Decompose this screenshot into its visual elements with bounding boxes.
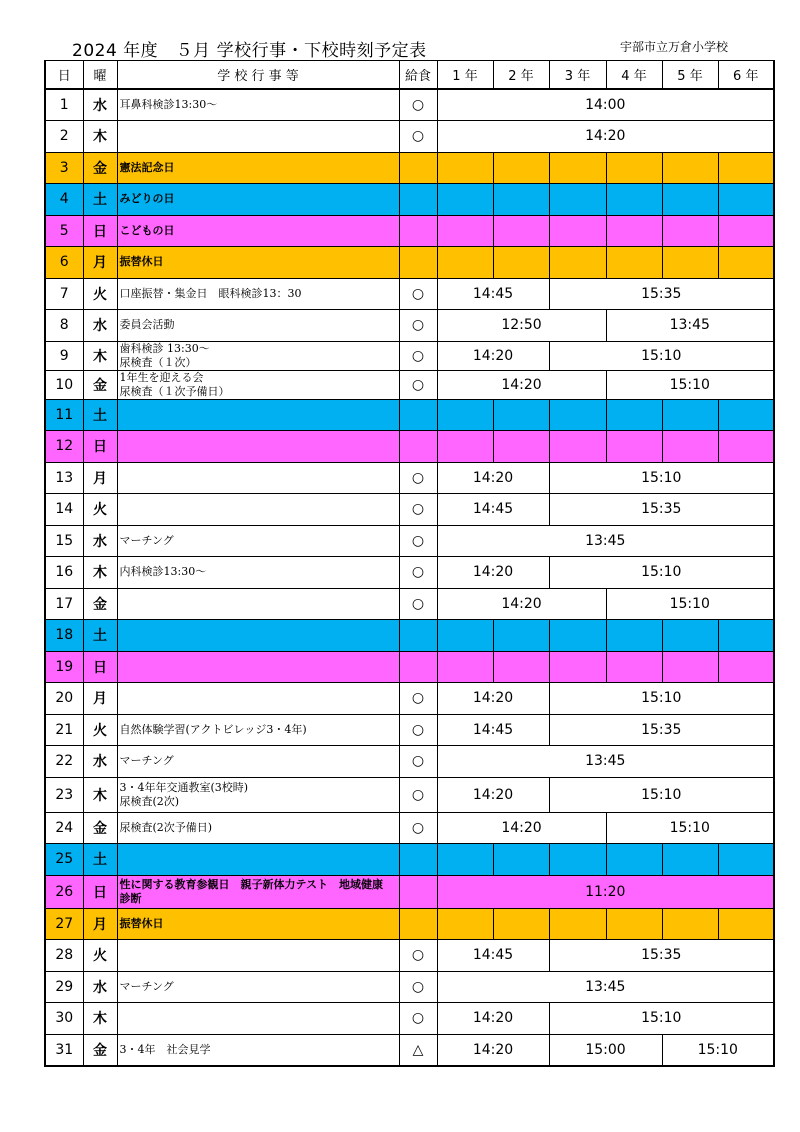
event-line: 振替休日 xyxy=(119,255,164,269)
empty-grade-cell xyxy=(662,908,718,940)
empty-grade-cell xyxy=(606,651,662,683)
dismissal-time-cell: 14:45 xyxy=(437,714,549,746)
col-header-grade-2: 2 年 xyxy=(493,61,549,90)
event-line: 自然体験学習(アクトビレッジ3・4年) xyxy=(119,722,307,736)
weekday-cell: 木 xyxy=(83,121,117,153)
meal-cell: △ xyxy=(399,1034,437,1066)
empty-grade-cell xyxy=(606,431,662,463)
col-header-grade-6: 6 年 xyxy=(718,61,774,90)
weekday-cell: 木 xyxy=(83,777,117,812)
meal-cell xyxy=(399,875,437,908)
meal-cell xyxy=(399,844,437,876)
page-title: 2024 年度 ５月 学校行事・下校時刻予定表 xyxy=(72,41,427,61)
empty-grade-cell xyxy=(549,215,606,247)
dismissal-time-cell: 15:10 xyxy=(549,341,774,370)
table-row xyxy=(45,1034,774,1066)
day-cell: 25 xyxy=(45,844,83,876)
col-header-day: 日 xyxy=(45,61,83,90)
weekday-cell: 土 xyxy=(83,844,117,876)
table-row xyxy=(45,844,774,876)
dismissal-time-cell: 15:10 xyxy=(549,557,774,589)
empty-grade-cell xyxy=(493,651,549,683)
dismissal-time-cell: 14:20 xyxy=(437,462,549,494)
empty-grade-cell xyxy=(437,184,493,216)
dismissal-time-cell: 14:20 xyxy=(437,588,606,620)
empty-grade-cell xyxy=(493,215,549,247)
empty-grade-cell xyxy=(493,399,549,431)
weekday-cell: 水 xyxy=(83,310,117,342)
weekday-cell: 火 xyxy=(83,940,117,972)
weekday-cell: 水 xyxy=(83,971,117,1003)
table-row xyxy=(45,341,774,370)
day-cell: 1 xyxy=(45,89,83,121)
event-line: 尿検査（１次） xyxy=(119,355,197,369)
empty-grade-cell xyxy=(662,184,718,216)
event-line: 委員会活動 xyxy=(119,318,175,332)
dismissal-time-cell: 15:10 xyxy=(549,1003,774,1035)
empty-grade-cell xyxy=(606,908,662,940)
day-cell: 23 xyxy=(45,777,83,812)
event-cell xyxy=(117,746,399,778)
col-header-grade-3: 3 年 xyxy=(549,61,606,90)
dismissal-time-cell: 14:20 xyxy=(437,341,549,370)
weekday-cell: 金 xyxy=(83,1034,117,1066)
dismissal-time-cell: 15:35 xyxy=(549,278,774,310)
dismissal-time-cell: 13:45 xyxy=(437,971,774,1003)
weekday-cell: 火 xyxy=(83,494,117,526)
empty-grade-cell xyxy=(718,620,774,652)
event-line: 1年生を迎える会 xyxy=(119,370,204,384)
day-cell: 17 xyxy=(45,588,83,620)
meal-cell xyxy=(399,184,437,216)
dismissal-time-cell: 15:35 xyxy=(549,714,774,746)
table-row xyxy=(45,971,774,1003)
day-cell: 24 xyxy=(45,812,83,844)
col-header-grade-1: 1 年 xyxy=(437,61,493,90)
event-cell xyxy=(117,278,399,310)
meal-cell xyxy=(399,247,437,279)
event-line: 診断 xyxy=(119,891,142,905)
empty-grade-cell xyxy=(437,247,493,279)
dismissal-time-cell: 14:20 xyxy=(437,121,774,153)
empty-grade-cell xyxy=(549,908,606,940)
weekday-cell: 日 xyxy=(83,651,117,683)
table-row xyxy=(45,1003,774,1035)
day-cell: 14 xyxy=(45,494,83,526)
weekday-cell: 木 xyxy=(83,557,117,589)
day-cell: 9 xyxy=(45,341,83,370)
dismissal-time-cell: 14:20 xyxy=(437,777,549,812)
weekday-cell: 水 xyxy=(83,525,117,557)
event-cell xyxy=(117,525,399,557)
empty-grade-cell xyxy=(437,620,493,652)
school-name: 宇部市立万倉小学校 xyxy=(620,40,729,54)
dismissal-time-cell: 15:10 xyxy=(606,370,774,399)
empty-grade-cell xyxy=(493,844,549,876)
day-cell: 15 xyxy=(45,525,83,557)
meal-cell xyxy=(399,152,437,184)
empty-grade-cell xyxy=(718,651,774,683)
dismissal-time-cell: 15:10 xyxy=(549,462,774,494)
event-line: みどりの日 xyxy=(119,192,175,206)
empty-grade-cell xyxy=(606,399,662,431)
table-row xyxy=(45,399,774,431)
day-cell: 18 xyxy=(45,620,83,652)
weekday-cell: 木 xyxy=(83,341,117,370)
meal-cell xyxy=(399,431,437,463)
empty-grade-cell xyxy=(718,184,774,216)
weekday-cell: 火 xyxy=(83,714,117,746)
meal-cell xyxy=(399,215,437,247)
empty-grade-cell xyxy=(662,215,718,247)
meal-cell: ○ xyxy=(399,940,437,972)
event-cell xyxy=(117,940,399,972)
event-line: 歯科検診 13:30〜 xyxy=(119,341,210,355)
col-header-weekday: 曜 xyxy=(83,61,117,90)
event-cell xyxy=(117,1034,399,1066)
day-cell: 6 xyxy=(45,247,83,279)
empty-grade-cell xyxy=(437,215,493,247)
dismissal-time-cell: 15:35 xyxy=(549,494,774,526)
col-header-grade-5: 5 年 xyxy=(662,61,718,90)
table-row xyxy=(45,462,774,494)
weekday-cell: 土 xyxy=(83,399,117,431)
dismissal-time-cell: 15:10 xyxy=(549,683,774,715)
empty-grade-cell xyxy=(493,431,549,463)
event-cell xyxy=(117,431,399,463)
day-cell: 19 xyxy=(45,651,83,683)
table-row xyxy=(45,152,774,184)
meal-cell: ○ xyxy=(399,557,437,589)
weekday-cell: 月 xyxy=(83,683,117,715)
empty-grade-cell xyxy=(549,399,606,431)
event-cell xyxy=(117,310,399,342)
weekday-cell: 日 xyxy=(83,875,117,908)
event-cell xyxy=(117,89,399,121)
empty-grade-cell xyxy=(549,620,606,652)
table-row xyxy=(45,683,774,715)
empty-grade-cell xyxy=(437,844,493,876)
empty-grade-cell xyxy=(437,431,493,463)
event-line: 憲法記念日 xyxy=(119,160,175,174)
empty-grade-cell xyxy=(662,399,718,431)
empty-grade-cell xyxy=(606,844,662,876)
dismissal-time-cell: 15:10 xyxy=(549,777,774,812)
dismissal-time-cell: 15:10 xyxy=(606,588,774,620)
weekday-cell: 日 xyxy=(83,431,117,463)
weekday-cell: 金 xyxy=(83,588,117,620)
day-cell: 27 xyxy=(45,908,83,940)
weekday-cell: 金 xyxy=(83,370,117,399)
day-cell: 26 xyxy=(45,875,83,908)
weekday-cell: 金 xyxy=(83,812,117,844)
event-line: 口座振替・集金日 眼科検診13：30 xyxy=(119,286,302,300)
meal-cell: ○ xyxy=(399,370,437,399)
dismissal-time-cell: 15:35 xyxy=(549,940,774,972)
weekday-cell: 水 xyxy=(83,746,117,778)
day-cell: 12 xyxy=(45,431,83,463)
table-row xyxy=(45,746,774,778)
dismissal-time-cell: 14:00 xyxy=(437,89,774,121)
meal-cell: ○ xyxy=(399,278,437,310)
empty-grade-cell xyxy=(493,152,549,184)
day-cell: 11 xyxy=(45,399,83,431)
day-cell: 10 xyxy=(45,370,83,399)
day-cell: 13 xyxy=(45,462,83,494)
table-row xyxy=(45,494,774,526)
day-cell: 30 xyxy=(45,1003,83,1035)
event-cell xyxy=(117,184,399,216)
event-cell xyxy=(117,651,399,683)
empty-grade-cell xyxy=(662,152,718,184)
meal-cell: ○ xyxy=(399,777,437,812)
event-line: 振替休日 xyxy=(119,916,164,930)
event-line: こどもの日 xyxy=(119,223,175,237)
weekday-cell: 月 xyxy=(83,908,117,940)
weekday-cell: 土 xyxy=(83,184,117,216)
empty-grade-cell xyxy=(662,247,718,279)
event-cell xyxy=(117,875,399,908)
header-row xyxy=(45,61,774,90)
event-line: 性に関する教育参観日 親子新体力テスト 地域健康 xyxy=(119,877,384,891)
dismissal-time-cell: 12:50 xyxy=(437,310,606,342)
empty-grade-cell xyxy=(437,651,493,683)
col-header-events: 学 校 行 事 等 xyxy=(117,61,399,90)
table-row xyxy=(45,215,774,247)
dismissal-time-cell: 11:20 xyxy=(437,875,774,908)
event-cell xyxy=(117,1003,399,1035)
event-cell xyxy=(117,908,399,940)
event-cell xyxy=(117,588,399,620)
meal-cell xyxy=(399,908,437,940)
dismissal-time-cell: 13:45 xyxy=(437,746,774,778)
empty-grade-cell xyxy=(549,184,606,216)
meal-cell: ○ xyxy=(399,462,437,494)
empty-grade-cell xyxy=(437,908,493,940)
event-line: マーチング xyxy=(119,533,174,547)
table-row xyxy=(45,247,774,279)
empty-grade-cell xyxy=(718,399,774,431)
dismissal-time-cell: 13:45 xyxy=(606,310,774,342)
meal-cell xyxy=(399,620,437,652)
empty-grade-cell xyxy=(662,431,718,463)
event-cell xyxy=(117,683,399,715)
empty-grade-cell xyxy=(718,431,774,463)
meal-cell: ○ xyxy=(399,714,437,746)
table-row xyxy=(45,121,774,153)
empty-grade-cell xyxy=(606,620,662,652)
table-row xyxy=(45,875,774,908)
empty-grade-cell xyxy=(718,908,774,940)
day-cell: 29 xyxy=(45,971,83,1003)
day-cell: 31 xyxy=(45,1034,83,1066)
dismissal-time-cell: 15:10 xyxy=(606,812,774,844)
meal-cell: ○ xyxy=(399,746,437,778)
dismissal-time-cell: 14:20 xyxy=(437,683,549,715)
empty-grade-cell xyxy=(549,152,606,184)
table-row xyxy=(45,370,774,399)
weekday-cell: 水 xyxy=(83,89,117,121)
dismissal-time-cell: 14:20 xyxy=(437,370,606,399)
empty-grade-cell xyxy=(549,247,606,279)
table-row xyxy=(45,777,774,812)
event-cell xyxy=(117,620,399,652)
day-cell: 16 xyxy=(45,557,83,589)
event-line: 内科検診13:30〜 xyxy=(119,565,207,579)
event-cell xyxy=(117,370,399,399)
table-row xyxy=(45,714,774,746)
table-row xyxy=(45,89,774,121)
event-line: 耳鼻科検診13:30〜 xyxy=(119,98,218,111)
empty-grade-cell xyxy=(718,215,774,247)
table-row xyxy=(45,812,774,844)
dismissal-time-cell: 15:10 xyxy=(662,1034,774,1066)
dismissal-time-cell: 15:00 xyxy=(549,1034,662,1066)
day-cell: 3 xyxy=(45,152,83,184)
event-line: マーチング xyxy=(119,979,174,993)
table-row xyxy=(45,184,774,216)
schedule-table xyxy=(44,60,775,1067)
dismissal-time-cell: 14:20 xyxy=(437,1003,549,1035)
table-row xyxy=(45,310,774,342)
col-header-grade-4: 4 年 xyxy=(606,61,662,90)
event-cell xyxy=(117,247,399,279)
dismissal-time-cell: 14:20 xyxy=(437,1034,549,1066)
empty-grade-cell xyxy=(606,152,662,184)
dismissal-time-cell: 14:20 xyxy=(437,557,549,589)
day-cell: 7 xyxy=(45,278,83,310)
weekday-cell: 月 xyxy=(83,247,117,279)
empty-grade-cell xyxy=(606,247,662,279)
table-row xyxy=(45,908,774,940)
event-line: 尿検査(2次予備日) xyxy=(119,820,213,834)
dismissal-time-cell: 14:45 xyxy=(437,278,549,310)
empty-grade-cell xyxy=(549,431,606,463)
empty-grade-cell xyxy=(493,184,549,216)
event-cell xyxy=(117,399,399,431)
meal-cell: ○ xyxy=(399,683,437,715)
table-row xyxy=(45,620,774,652)
event-cell xyxy=(117,812,399,844)
meal-cell: ○ xyxy=(399,525,437,557)
event-line: マーチング xyxy=(119,754,174,768)
weekday-cell: 月 xyxy=(83,462,117,494)
event-line: 尿検査(2次) xyxy=(119,794,180,808)
empty-grade-cell xyxy=(437,399,493,431)
event-cell xyxy=(117,152,399,184)
event-cell xyxy=(117,494,399,526)
weekday-cell: 火 xyxy=(83,278,117,310)
table-row xyxy=(45,431,774,463)
weekday-cell: 土 xyxy=(83,620,117,652)
dismissal-time-cell: 13:45 xyxy=(437,525,774,557)
meal-cell: ○ xyxy=(399,588,437,620)
event-line: 3・4年年交通教室(3校時) xyxy=(119,780,249,794)
day-cell: 8 xyxy=(45,310,83,342)
event-cell xyxy=(117,215,399,247)
meal-cell: ○ xyxy=(399,971,437,1003)
meal-cell xyxy=(399,399,437,431)
day-cell: 4 xyxy=(45,184,83,216)
empty-grade-cell xyxy=(718,844,774,876)
table-row xyxy=(45,588,774,620)
event-cell xyxy=(117,462,399,494)
meal-cell: ○ xyxy=(399,89,437,121)
event-cell xyxy=(117,971,399,1003)
day-cell: 5 xyxy=(45,215,83,247)
event-cell xyxy=(117,341,399,370)
table-row xyxy=(45,525,774,557)
empty-grade-cell xyxy=(606,184,662,216)
meal-cell: ○ xyxy=(399,121,437,153)
weekday-cell: 木 xyxy=(83,1003,117,1035)
event-cell xyxy=(117,777,399,812)
day-cell: 21 xyxy=(45,714,83,746)
empty-grade-cell xyxy=(606,215,662,247)
dismissal-time-cell: 14:20 xyxy=(437,812,606,844)
empty-grade-cell xyxy=(493,247,549,279)
meal-cell: ○ xyxy=(399,310,437,342)
meal-cell: ○ xyxy=(399,341,437,370)
empty-grade-cell xyxy=(549,651,606,683)
meal-cell: ○ xyxy=(399,1003,437,1035)
dismissal-time-cell: 14:45 xyxy=(437,494,549,526)
event-line: 尿検査（１次予備日） xyxy=(119,384,230,398)
table-row xyxy=(45,557,774,589)
day-cell: 20 xyxy=(45,683,83,715)
empty-grade-cell xyxy=(662,844,718,876)
meal-cell: ○ xyxy=(399,494,437,526)
meal-cell: ○ xyxy=(399,812,437,844)
event-cell xyxy=(117,557,399,589)
event-line: 3・4年 社会見学 xyxy=(119,1042,211,1056)
day-cell: 2 xyxy=(45,121,83,153)
event-cell xyxy=(117,121,399,153)
table-row xyxy=(45,278,774,310)
empty-grade-cell xyxy=(662,620,718,652)
empty-grade-cell xyxy=(437,152,493,184)
day-cell: 28 xyxy=(45,940,83,972)
empty-grade-cell xyxy=(493,908,549,940)
empty-grade-cell xyxy=(549,844,606,876)
empty-grade-cell xyxy=(718,247,774,279)
table-row xyxy=(45,651,774,683)
empty-grade-cell xyxy=(493,620,549,652)
dismissal-time-cell: 14:45 xyxy=(437,940,549,972)
table-row xyxy=(45,940,774,972)
weekday-cell: 金 xyxy=(83,152,117,184)
meal-cell xyxy=(399,651,437,683)
col-header-meal: 給食 xyxy=(399,61,437,90)
event-cell xyxy=(117,844,399,876)
empty-grade-cell xyxy=(662,651,718,683)
empty-grade-cell xyxy=(718,152,774,184)
weekday-cell: 日 xyxy=(83,215,117,247)
day-cell: 22 xyxy=(45,746,83,778)
event-cell xyxy=(117,714,399,746)
